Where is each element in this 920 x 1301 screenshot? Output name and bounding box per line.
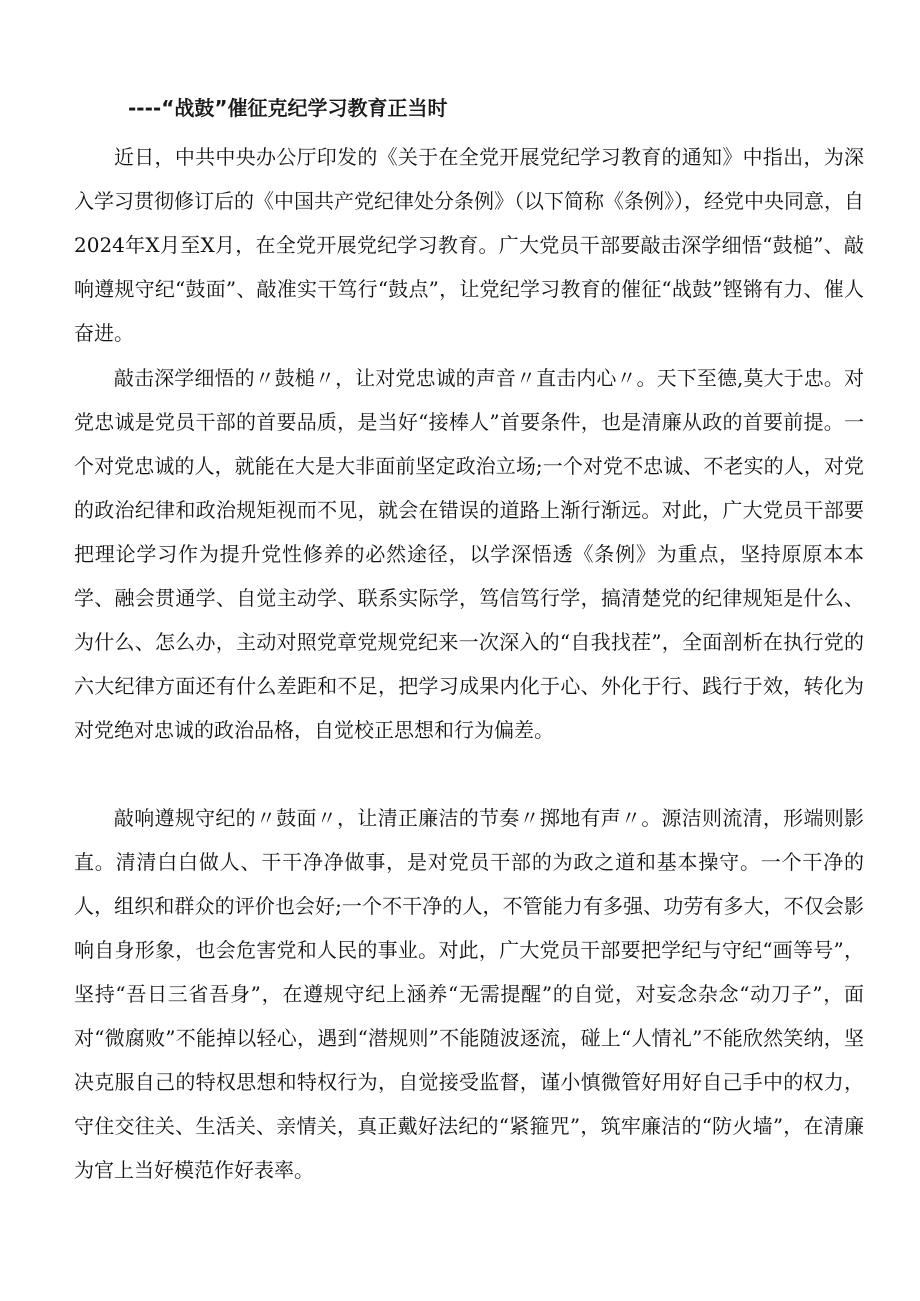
paragraph-drumhead: 敲响遵规守纪的〃鼓面〃，让清正廉洁的节奏〃掷地有声〃。源洁则流清，形端则影直。清清白白做人、干干净净做事，是对党员干部的为政之道和基本操守。一个干净的人，组织和群众的评价也会好;一个不干净的人，不管能力有多强、功劳有多大，不仅会影响自身形象，也会危害党和人民的事业。对此，广大党员干部要把学纪与守纪“画等号”，坚持“吾日三省吾身”，在遵规守纪上涵养“无需提醒”的自觉，对妄念杂念“动刀子”，面对“微腐败”不能掉以轻心，遇到“潜规则”不能随波逐流，碰上“人情礼”不能欣然笑纳，坚决克服自己的特权思想和特权行为，自觉接受监督，谨小慎微管好用好自己手中的权力，守住交往关、生活关、亲情关，真正戴好法纪的“紧箍咒”，筑牢廉洁的“防火墙”，在清廉为官上当好模范作好表率。 — [74, 806, 864, 1182]
paragraph-drumstick: 敲击深学细悟的〃鼓槌〃，让对党忠诚的声音〃直击内心〃。天下至德,莫大于忠。对党忠诚是党员干部的首要品质，是当好“接棒人”首要条件，也是清廉从政的首要前提。一个对党忠诚的人，就能在大是大非面前坚定政治立场;一个对党不忠诚、不老实的人，对党的政治纪律和政治规矩视而不见，就会在错误的道路上渐行渐远。对此，广大党员干部要把理论学习作为提升党性修养的必然途径，以学深悟透《条例》为重点，坚持原原本本学、融会贯通学、自觉主动学、联系实际学，笃信笃行学，搞清楚党的纪律规矩是什么、为什么、怎么办，主动对照党章党规党纪来一次深入的“自我找茬”，全面剖析在执行党的六大纪律方面还有什么差距和不足，把学习成果内化于心、外化于行、践行于效，转化为对党绝对忠诚的政治品格，自觉校正思想和行为偏差。 — [74, 366, 864, 742]
paragraph-intro: 近日，中共中央办公厅印发的《关于在全党开展党纪学习教育的通知》中指出，为深入学习贯彻修订后的《中国共产党纪律处分条例》（以下简称《条例》），经党中央同意，自2024年X月至X月，在全党开展党纪学习教育。广大党员干部要敲击深学细悟“鼓槌”、敲响遵规守纪“鼓面”、敲准实干笃行“鼓点”，让党纪学习教育的催征“战鼓”铿锵有力、催人奋进。 — [74, 145, 864, 345]
document-title: ----“战鼓”催征克纪学习教育正当时 — [128, 96, 448, 120]
